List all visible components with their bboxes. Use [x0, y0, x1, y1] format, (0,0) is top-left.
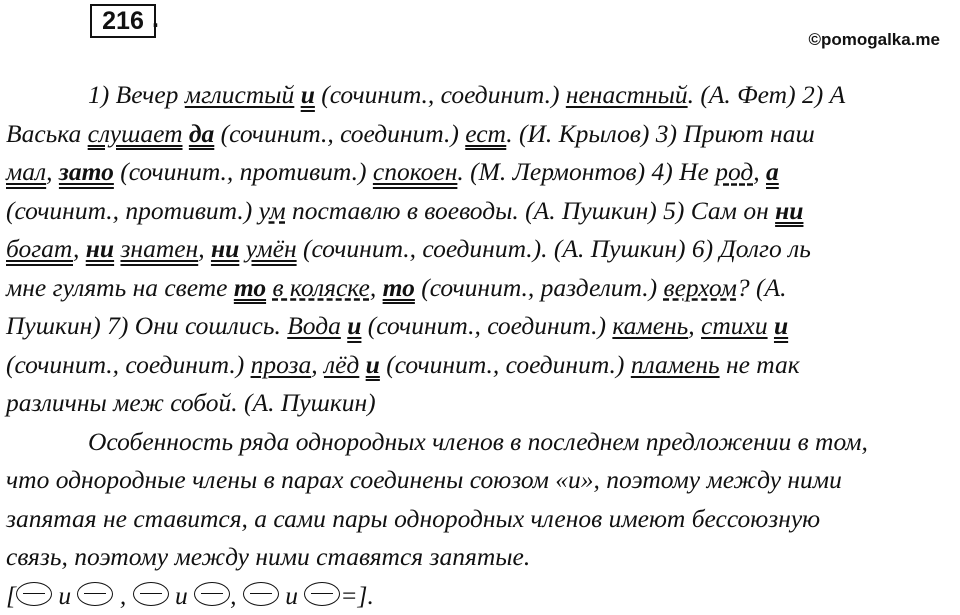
scheme-conjunction: и — [169, 581, 195, 610]
conjunction: ни — [211, 234, 239, 263]
text-line-5 — [6, 230, 956, 269]
text-line-7 — [6, 307, 956, 346]
text: ? (А. — [737, 273, 787, 302]
text: (сочинит., разделит.) — [415, 273, 664, 302]
text: (сочинит., соединит.) — [361, 311, 612, 340]
conjunction: ни — [775, 196, 803, 225]
text: связь, поэтому между ними ставятся запятые. — [6, 542, 530, 571]
conjunction: ни — [86, 234, 114, 263]
text: Васька — [6, 119, 88, 148]
homogeneous-word: богат — [6, 234, 73, 263]
text: Пушкин) 7) Они сошлись. — [6, 311, 287, 340]
text-line-10 — [6, 423, 956, 462]
text-line-12 — [6, 500, 956, 539]
scheme-end: =]. — [340, 581, 374, 610]
text: что однородные члены в парах соединены союзом «и», поэтому между ними — [6, 465, 842, 494]
sentence-scheme — [6, 577, 956, 615]
text-line-2 — [6, 115, 956, 154]
homogeneous-word: знатен — [120, 234, 198, 263]
text: мне гулять на свете — [6, 273, 234, 302]
text: (сочинит., противит.) — [114, 157, 373, 186]
homogeneous-word: пламень — [631, 350, 720, 379]
conjunction: то — [234, 273, 266, 302]
homogeneous-word: род — [715, 157, 753, 186]
text: , — [688, 311, 701, 340]
homogeneous-word: слушает — [88, 119, 183, 148]
text: (сочинит., соединит.) — [214, 119, 465, 148]
exercise-text — [6, 76, 956, 615]
text: 1) Вечер — [88, 80, 185, 109]
text-line-1 — [6, 76, 956, 115]
conjunction: зато — [59, 157, 114, 186]
scheme-member-oval — [77, 582, 113, 606]
text-line-4 — [6, 192, 956, 231]
text: (сочинит., соединит.) — [6, 350, 251, 379]
text-line-8 — [6, 346, 956, 385]
text: , — [198, 234, 211, 263]
text-line-13 — [6, 538, 956, 577]
text: (сочинит., соединит.) — [380, 350, 631, 379]
homogeneous-word: ум — [259, 196, 286, 225]
text: поставлю в воеводы. (А. Пушкин) 5) Сам он — [286, 196, 776, 225]
homogeneous-word: стихи — [701, 311, 768, 340]
text: (сочинит., соединит.). (А. Пушкин) 6) Долго ль — [297, 234, 811, 263]
scheme-member-oval — [304, 582, 340, 606]
conjunction: а — [766, 157, 779, 186]
homogeneous-word: Вода — [287, 311, 341, 340]
text-line-11 — [6, 461, 956, 500]
homogeneous-word: ненастный — [566, 80, 688, 109]
text: (сочинит., противит.) — [6, 196, 259, 225]
text-line-3 — [6, 153, 956, 192]
text: , — [311, 350, 324, 379]
text-line-9 — [6, 384, 956, 423]
exercise-number-dot: . — [152, 4, 159, 34]
conjunction: и — [774, 311, 788, 340]
homogeneous-word: спокоен — [373, 157, 458, 186]
text: , — [73, 234, 86, 263]
homogeneous-word: в коляске — [272, 273, 369, 302]
scheme-member-oval — [16, 582, 52, 606]
homogeneous-word: лёд — [324, 350, 359, 379]
homogeneous-word: мглистый — [185, 80, 295, 109]
scheme-member-oval — [133, 582, 169, 606]
scheme-member-oval — [243, 582, 279, 606]
text: , — [753, 157, 766, 186]
exercise-number: 216 — [90, 4, 156, 38]
scheme-comma: , — [230, 581, 243, 610]
homogeneous-word: ест — [465, 119, 506, 148]
conjunction: то — [383, 273, 415, 302]
conjunction: и — [301, 80, 315, 109]
homogeneous-word: умён — [246, 234, 297, 263]
conjunction: да — [189, 119, 214, 148]
text: . (А. Фет) 2) А — [688, 80, 846, 109]
scheme-conjunction: и — [279, 581, 305, 610]
homogeneous-word: проза — [251, 350, 312, 379]
homogeneous-word: камень — [612, 311, 688, 340]
text: . (М. Лермонтов) 4) Не — [457, 157, 715, 186]
text: запятая не ставится, а сами пары однородных членов имеют бессоюзную — [6, 504, 820, 533]
text: не так — [720, 350, 800, 379]
scheme-conjunction: и — [52, 581, 78, 610]
text: (сочинит., соединит.) — [315, 80, 566, 109]
homogeneous-word: мал — [6, 157, 46, 186]
homogeneous-word: верхом — [664, 273, 737, 302]
text: Особенность ряда однородных членов в последнем предложении в том, — [88, 427, 868, 456]
conjunction: и — [347, 311, 361, 340]
text-line-6 — [6, 269, 956, 308]
text: , — [46, 157, 59, 186]
scheme-member-oval — [194, 582, 230, 606]
text: . (И. Крылов) 3) Приют наш — [506, 119, 814, 148]
conjunction: и — [366, 350, 380, 379]
text: , — [370, 273, 383, 302]
scheme-comma: , — [113, 581, 132, 610]
text: различны меж собой. (А. Пушкин) — [6, 388, 376, 417]
watermark: ©pomogalka.me — [808, 30, 940, 50]
scheme-bracket-open: [ — [6, 581, 16, 610]
